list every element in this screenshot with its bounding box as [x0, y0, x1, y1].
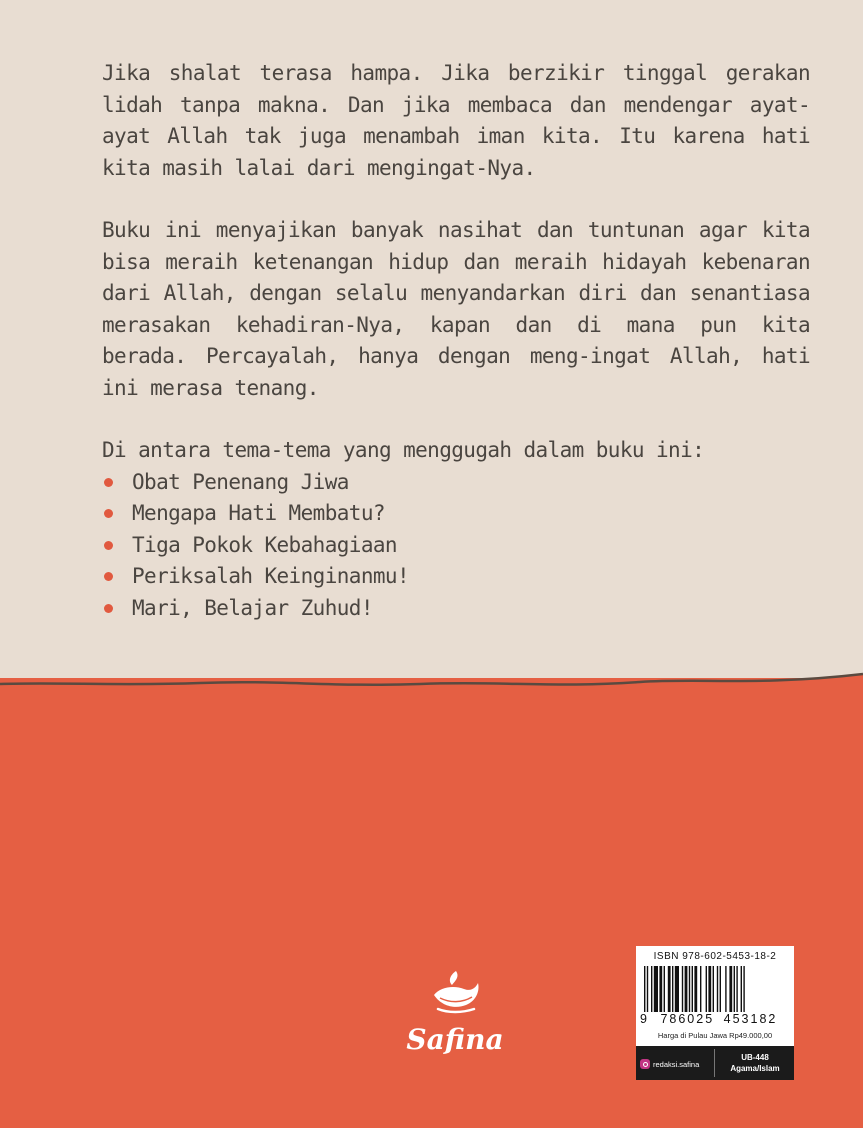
theme-label: Obat Penenang Jiwa: [132, 469, 349, 494]
bullet-icon: [104, 541, 113, 550]
bullet-icon: [104, 509, 113, 518]
instagram-label: redaksi.safina: [653, 1059, 700, 1069]
barcode-digit-first: 9: [640, 1012, 647, 1026]
barcode-digits-group1: 786025: [660, 1012, 715, 1026]
category-code: [716, 1052, 794, 1074]
barcode-digits: [640, 1012, 790, 1026]
barcode-digits-group2: 453182: [723, 1012, 778, 1026]
wave-divider: [0, 662, 863, 702]
list-item: [102, 498, 810, 530]
bullet-icon: [104, 604, 113, 613]
bullet-icon: [104, 572, 113, 581]
category-label: Agama/Islam: [730, 1064, 780, 1073]
publisher-logo: [400, 965, 510, 1065]
theme-label: Periksalah Keinginanmu!: [132, 564, 409, 588]
themes-intro: Di antara tema-tema yang menggugah dalam buku ini:: [102, 438, 705, 462]
theme-label: Mari, Belajar Zuhud!: [132, 595, 373, 620]
price-label: Harga di Pulau Jawa Rp49.000,00: [657, 1031, 773, 1040]
footer-divider: [714, 1049, 715, 1077]
theme-label: Tiga Pokok Kebahagiaan: [132, 532, 397, 557]
instagram-icon: [640, 1059, 650, 1069]
bullet-icon: [104, 478, 113, 487]
publisher-name: Safina: [406, 1023, 504, 1056]
boat-icon: [400, 965, 510, 1025]
paragraph-1: Jika shalat terasa hampa. Jika berzikir tinggal gerakan lidah tanpa makna. Dan jika membaca dan mendengar ayat-ayat Allah tak juga menambah iman kita. Itu karena hati kita masih lalai dari mengingat-Nya.: [102, 61, 810, 180]
list-item: [102, 530, 810, 562]
barcode-footer: [636, 1046, 794, 1080]
theme-label: Mengapa Hati Membatu?: [132, 501, 385, 525]
isbn-label: ISBN 978-602-5453-18-2: [653, 951, 777, 962]
product-code: UB-448: [741, 1053, 769, 1062]
instagram-handle: [640, 1058, 699, 1070]
paragraph-2: Buku ini menyajikan banyak nasihat dan tuntunan agar kita bisa meraih ketenangan hidup dan meraih hidayah kebenaran dari Allah, dengan selalu menyandarkan diri dan senantiasa merasakan kehadiran-Nya, kapan dan di mana pun kita berada. Percayalah, hanya dengan meng-ingat Allah, hati ini merasa tenang.: [102, 218, 810, 400]
barcode-icon: [644, 966, 786, 1012]
back-cover-text: [102, 58, 810, 624]
list-item: [102, 593, 810, 625]
list-item: [102, 467, 810, 499]
themes-list: [102, 467, 810, 625]
list-item: [102, 561, 810, 593]
barcode-box: [636, 946, 794, 1080]
